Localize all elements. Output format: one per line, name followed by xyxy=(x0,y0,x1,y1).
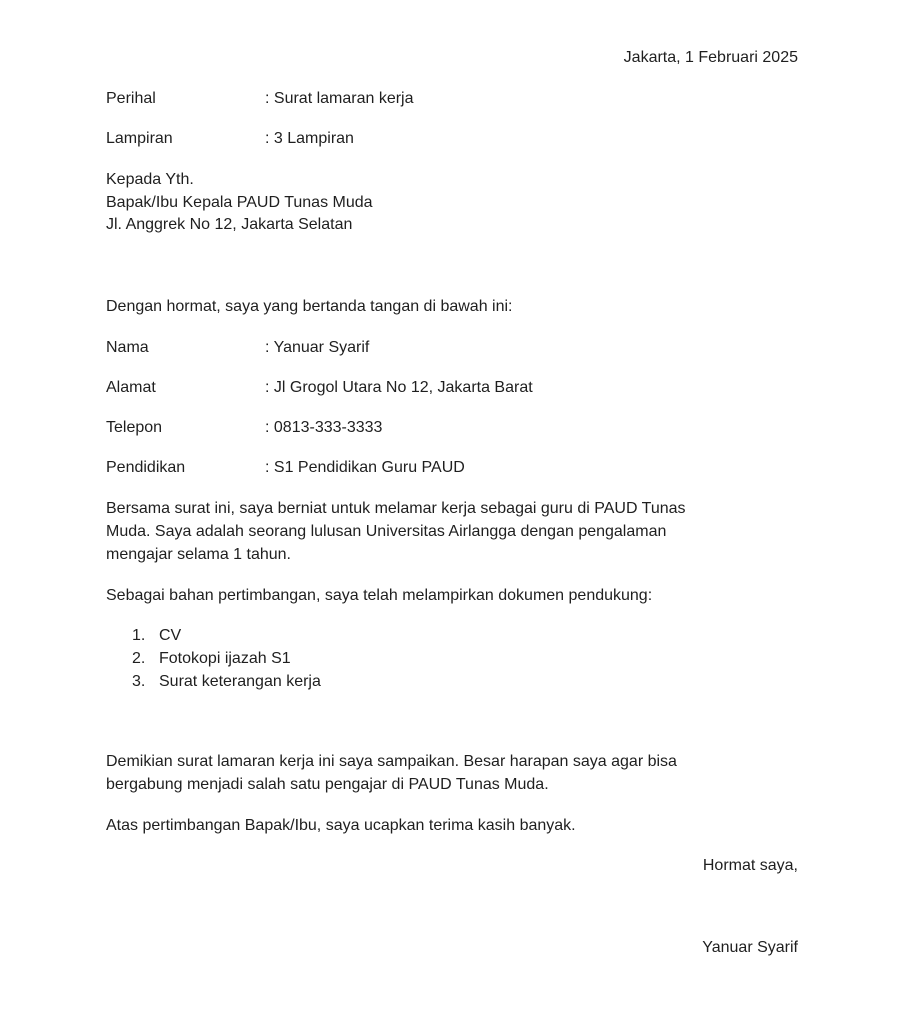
list-item-number: 3. xyxy=(132,673,146,690)
body-paragraph-line-2: Muda. Saya adalah seorang lulusan Universitas Airlangga dengan pengalaman xyxy=(106,523,667,540)
attachments-intro: Sebagai bahan pertimbangan, saya telah melampirkan dokumen pendukung: xyxy=(106,587,653,604)
subject-value: : Surat lamaran kerja xyxy=(265,90,414,107)
name-label: Nama xyxy=(106,339,149,356)
body-paragraph-line-3: mengajar selama 1 tahun. xyxy=(106,546,291,563)
signature-name: Yanuar Syarif xyxy=(702,939,798,956)
address-label: Alamat xyxy=(106,379,156,396)
place-date: Jakarta, 1 Februari 2025 xyxy=(623,49,798,66)
closing-paragraph-line-1: Demikian surat lamaran kerja ini saya sampaikan. Besar harapan saya agar bisa xyxy=(106,753,677,770)
recipient-address: Jl. Anggrek No 12, Jakarta Selatan xyxy=(106,216,353,233)
body-paragraph-line-1: Bersama surat ini, saya berniat untuk melamar kerja sebagai guru di PAUD Tunas xyxy=(106,500,686,517)
attachment-count-value: : 3 Lampiran xyxy=(265,130,354,147)
phone-label: Telepon xyxy=(106,419,163,436)
list-item-number: 2. xyxy=(132,650,146,667)
address-value: : Jl Grogol Utara No 12, Jakarta Barat xyxy=(265,379,533,396)
closing-paragraph-line-2: bergabung menjadi salah satu pengajar di PAUD Tunas Muda. xyxy=(106,776,549,793)
thanks-line: Atas pertimbangan Bapak/Ibu, saya ucapkan terima kasih banyak. xyxy=(106,817,576,834)
phone-value: : 0813-333-3333 xyxy=(265,419,383,436)
name-value: : Yanuar Syarif xyxy=(265,339,370,356)
list-item-number: 1. xyxy=(132,627,146,644)
list-item: Surat keterangan kerja xyxy=(159,673,321,690)
opening-line: Dengan hormat, saya yang bertanda tangan di bawah ini: xyxy=(106,298,513,315)
list-item: Fotokopi ijazah S1 xyxy=(159,650,291,667)
subject-label: Perihal xyxy=(106,90,156,107)
salutation: Hormat saya, xyxy=(702,857,798,874)
education-label: Pendidikan xyxy=(106,459,186,476)
list-item: CV xyxy=(159,627,182,644)
attachment-count-label: Lampiran xyxy=(106,130,173,147)
recipient-greeting: Kepada Yth. xyxy=(106,171,194,188)
education-value: : S1 Pendidikan Guru PAUD xyxy=(265,459,465,476)
recipient-name: Bapak/Ibu Kepala PAUD Tunas Muda xyxy=(106,194,373,211)
